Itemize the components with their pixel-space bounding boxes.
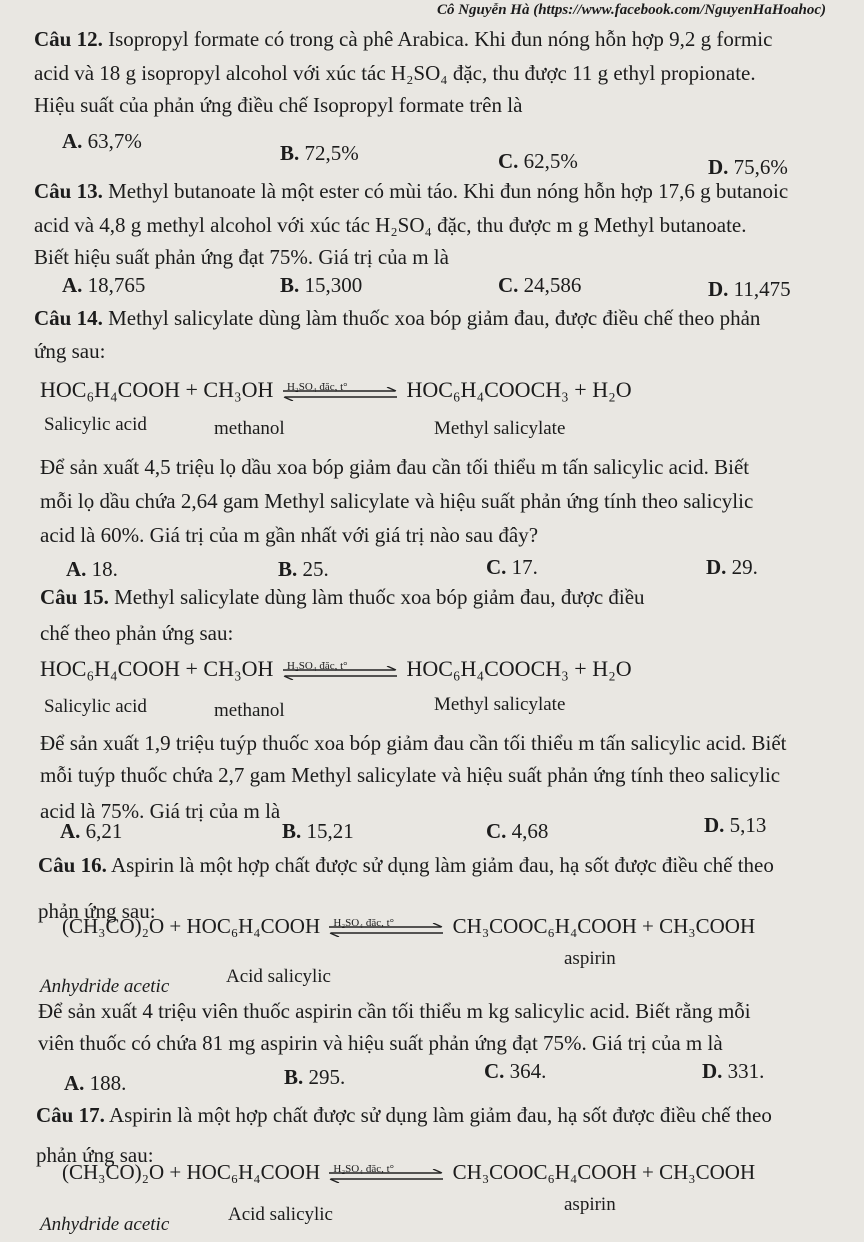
question-title: Câu 12. (34, 27, 103, 51)
label-methanol: methanol (214, 700, 285, 721)
reversible-arrow-icon (327, 917, 445, 939)
reactants: (CH₃CO)₂O + HOC₆H₄COOH (62, 914, 321, 938)
question-text: Methyl salicylate dùng làm thuốc xoa bóp giảm đau, được điều chế theo phản (108, 306, 761, 330)
label-anhydride-acetic: Anhydride acetic (40, 976, 170, 997)
question-text: acid và 18 g isopropyl alcohol với xúc tác H₂SO₄ đặc, thu được 11 g ethyl propionate. (34, 61, 756, 85)
question-text: Để sản xuất 1,9 triệu tuýp thuốc xoa bóp giảm đau cần tối thiểu m tấn salicylic acid. Biết (40, 731, 787, 755)
question-text: phản ứng sau: (36, 1143, 154, 1167)
option-a[interactable]: A. 6,21 (60, 819, 123, 843)
reaction-equation (62, 912, 755, 940)
question-title: Câu 13. (34, 179, 103, 203)
label-salicylic-acid: Salicylic acid (44, 696, 147, 717)
reaction-condition: H₂SO₄ đặc, t° (286, 380, 348, 393)
reaction-equation (62, 1158, 755, 1186)
question-title: Câu 16. (38, 853, 107, 877)
products: HOC₆H₄COOCH₃ + H₂O (406, 656, 632, 681)
question-text: Để sản xuất 4,5 triệu lọ dầu xoa bóp giảm đau cần tối thiểu m tấn salicylic acid. Biết (40, 455, 750, 479)
question-title: Câu 15. (40, 585, 109, 609)
reaction-condition: H₂SO₄ đặc, t° (286, 659, 348, 672)
question-text: Methyl salicylate dùng làm thuốc xoa bóp giảm đau, được điều (114, 585, 645, 609)
option-a[interactable]: A. 63,7% (62, 129, 142, 153)
question-text: mỗi lọ dầu chứa 2,64 gam Methyl salicylate và hiệu suất phản ứng tính theo salicylic (40, 489, 754, 513)
question-text: Aspirin là một hợp chất được sử dụng làm giảm đau, hạ sốt được điều chế theo (108, 1103, 772, 1127)
label-acid-salicylic: Acid salicylic (228, 1204, 333, 1225)
option-a[interactable]: A. 18,765 (62, 273, 146, 297)
reaction-condition: H₂SO₄ đặc, t° (333, 917, 395, 930)
option-d[interactable]: D. 11,475 (708, 277, 791, 301)
question-text: chế theo phản ứng sau: (40, 621, 234, 645)
label-methyl-salicylate: Methyl salicylate (434, 694, 566, 715)
reactants: HOC₆H₄COOH + CH₃OH (40, 377, 274, 402)
products: CH₃COOC₆H₄COOH + CH₃COOH (452, 914, 756, 938)
option-a[interactable]: A. 18. (66, 557, 118, 581)
label-salicylic-acid: Salicylic acid (44, 414, 147, 435)
option-d[interactable]: D. 75,6% (708, 155, 788, 179)
label-methyl-salicylate: Methyl salicylate (434, 418, 566, 439)
products: HOC₆H₄COOCH₃ + H₂O (406, 377, 632, 402)
question-text: Methyl butanoate là một ester có mùi táo. Khi đun nóng hỗn hợp 17,6 g butanoic (108, 179, 789, 203)
question-text: Để sản xuất 4 triệu viên thuốc aspirin cần tối thiểu m kg salicylic acid. Biết rằng mỗi (38, 999, 751, 1023)
option-b[interactable]: B. 15,21 (282, 819, 354, 843)
option-b[interactable]: B. 295. (284, 1065, 346, 1089)
question-text: Hiệu suất của phản ứng điều chế Isopropyl formate trên là (34, 93, 523, 117)
label-acid-salicylic: Acid salicylic (226, 966, 331, 987)
label-anhydride-acetic: Anhydride acetic (40, 1214, 170, 1235)
option-c[interactable]: C. 17. (486, 555, 538, 579)
reactants: (CH₃CO)₂O + HOC₆H₄COOH (62, 1160, 321, 1184)
question-text: acid là 60%. Giá trị của m gần nhất với giá trị nào sau đây? (40, 523, 539, 547)
option-b[interactable]: B. 15,300 (280, 273, 363, 297)
option-d[interactable]: D. 331. (702, 1059, 765, 1083)
reaction-condition: H₂SO₄ đặc, t° (333, 1163, 395, 1176)
reversible-arrow-icon (281, 660, 399, 682)
question-text: ứng sau: (34, 339, 106, 363)
reversible-arrow-icon (281, 381, 399, 403)
question-text: phản ứng sau: (38, 899, 156, 923)
option-b[interactable]: B. 25. (278, 557, 329, 581)
reaction-equation (40, 376, 632, 404)
question-title: Câu 14. (34, 306, 103, 330)
question-title: Câu 17. (36, 1103, 105, 1127)
reactants: HOC₆H₄COOH + CH₃OH (40, 656, 274, 681)
reaction-equation (40, 655, 632, 683)
products: CH₃COOC₆H₄COOH + CH₃COOH (452, 1160, 756, 1184)
option-d[interactable]: D. 5,13 (704, 813, 767, 837)
option-c[interactable]: C. 364. (484, 1059, 547, 1083)
question-text: mỗi tuýp thuốc chứa 2,7 gam Methyl salicylate và hiệu suất phản ứng tính theo salicylic (40, 763, 781, 787)
option-c[interactable]: C. 62,5% (498, 149, 578, 173)
option-c[interactable]: C. 4,68 (486, 819, 549, 843)
question-text: Aspirin là một hợp chất được sử dụng làm giảm đau, hạ sốt được điều chế theo (110, 853, 774, 877)
question-text: Isopropyl formate có trong cà phê Arabica. Khi đun nóng hỗn hợp 9,2 g formic (108, 27, 773, 51)
question-text: acid và 4,8 g methyl alcohol với xúc tác H₂SO₄ đặc, thu được m g Methyl butanoate. (34, 213, 747, 237)
label-aspirin: aspirin (564, 948, 616, 969)
option-d[interactable]: D. 29. (706, 555, 758, 579)
question-text: viên thuốc có chứa 81 mg aspirin và hiệu suất phản ứng đạt 75%. Giá trị của m là (38, 1031, 723, 1055)
question-text: acid là 75%. Giá trị của m là (40, 799, 281, 823)
option-a[interactable]: A. 188. (64, 1071, 127, 1095)
label-methanol: methanol (214, 418, 285, 439)
page-header: Cô Nguyễn Hà (https://www.facebook.com/NguyenHaHoahoc) (436, 2, 826, 18)
reversible-arrow-icon (327, 1163, 445, 1185)
option-c[interactable]: C. 24,586 (498, 273, 582, 297)
label-aspirin: aspirin (564, 1194, 616, 1215)
question-text: Biết hiệu suất phản ứng đạt 75%. Giá trị của m là (34, 245, 449, 269)
option-b[interactable]: B. 72,5% (280, 141, 359, 165)
